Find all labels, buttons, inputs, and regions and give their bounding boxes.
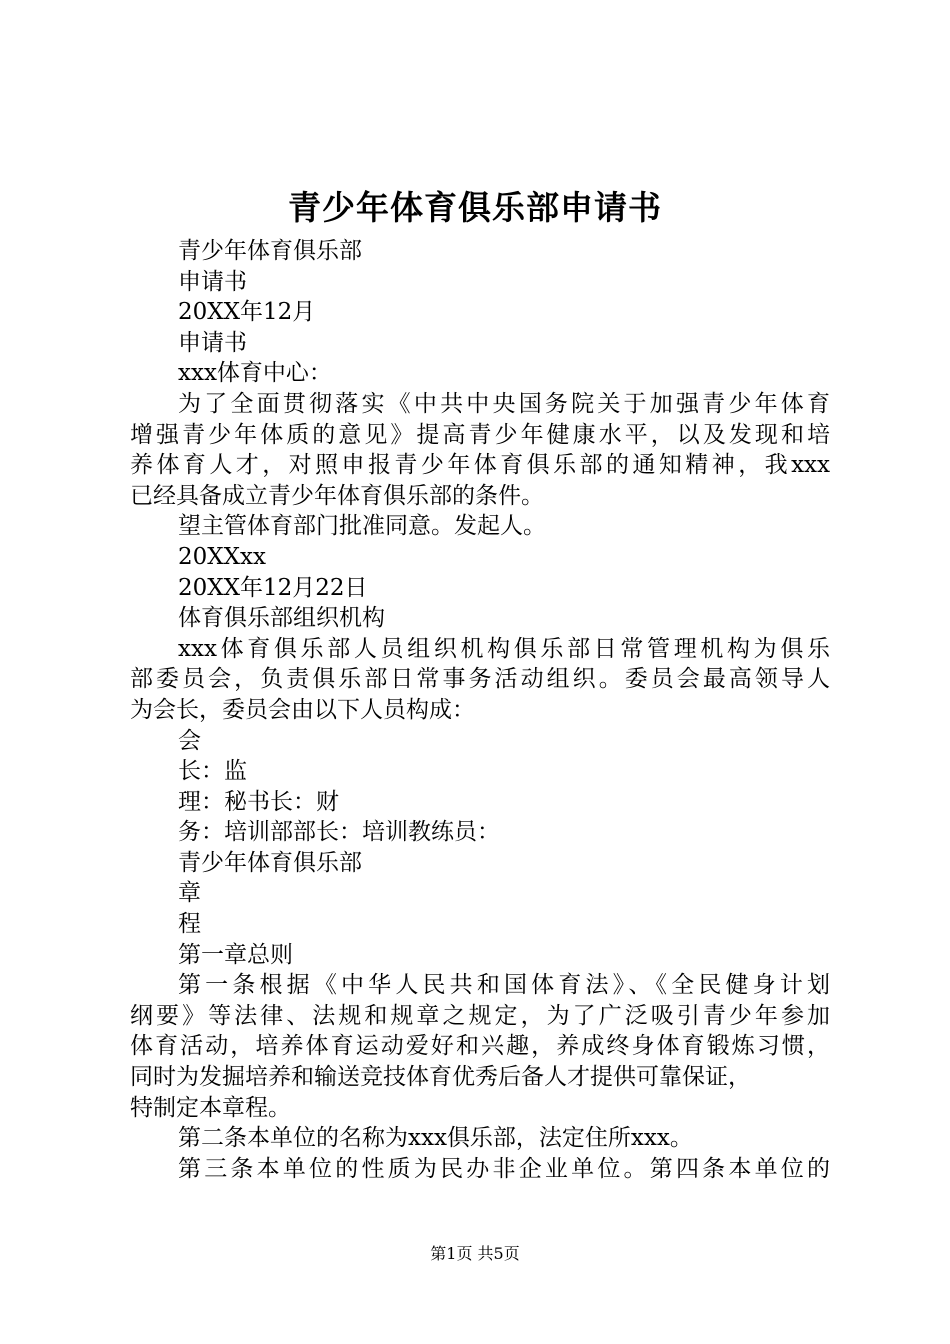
body-line: 增强青少年体质的意见》提高青少年健康水平，以及发现和培 [130, 421, 830, 448]
body-line: 理：秘书长：财 [178, 788, 339, 815]
body-line: 纲要》等法律、法规和规章之规定，为了广泛吸引青少年参加 [130, 1002, 830, 1029]
body-line: 20XXxx [178, 543, 266, 570]
body-line: 体育活动，培养体育运动爱好和兴趣，养成终身体育锻炼习惯， [130, 1033, 830, 1060]
body-line: 为了全面贯彻落实《中共中央国务院关于加强青少年体育 [178, 390, 830, 417]
body-line: 程 [178, 911, 201, 938]
body-line: 第一章总则 [178, 941, 293, 968]
body-line: 为会长，委员会由以下人员构成： [130, 696, 475, 723]
body-line: 体育俱乐部组织机构 [178, 605, 385, 632]
body-line: 务：培训部部长：培训教练员： [178, 819, 500, 846]
body-line: 同时为发掘培养和输送竞技体育优秀后备人才提供可靠保证， [130, 1064, 751, 1091]
body-line: 青少年体育俱乐部 [178, 238, 362, 264]
body-line: 养体育人才，对照申报青少年体育俱乐部的通知精神，我xxx [130, 452, 830, 479]
body-line: 望主管体育部门批准同意。发起人。 [178, 513, 546, 540]
body-line: 青少年体育俱乐部 [178, 849, 362, 876]
body-line: xxx体育中心： [178, 360, 332, 387]
body-line: 会 [178, 727, 201, 754]
body-line: 第二条本单位的名称为xxx俱乐部，法定住所xxx。 [178, 1125, 693, 1152]
body-line: 第三条本单位的性质为民办非企业单位。第四条本单位的 [178, 1155, 830, 1182]
body-line: 已经具备成立青少年体育俱乐部的条件。 [130, 482, 544, 509]
body-line: 20XX年12月 [178, 299, 316, 326]
body-line: 部委员会，负责俱乐部日常事务活动组织。委员会最高领导人 [130, 666, 830, 693]
body-line: xxx体育俱乐部人员组织机构俱乐部日常管理机构为俱乐 [178, 635, 830, 662]
body-line: 20XX年12月22日 [178, 574, 368, 601]
document-title: 青少年体育俱乐部申请书 [288, 188, 662, 227]
document-body [130, 236, 830, 1184]
body-line: 申请书 [178, 268, 247, 295]
body-line: 申请书 [178, 329, 247, 356]
body-line: 第一条根据《中华人民共和国体育法》、《全民健身计划 [178, 972, 830, 999]
body-line: 章 [178, 880, 201, 907]
body-line: 特制定本章程。 [130, 1094, 291, 1121]
page-footer: 第1页 共5页 [430, 1244, 520, 1263]
body-line: 长：监 [178, 758, 247, 785]
